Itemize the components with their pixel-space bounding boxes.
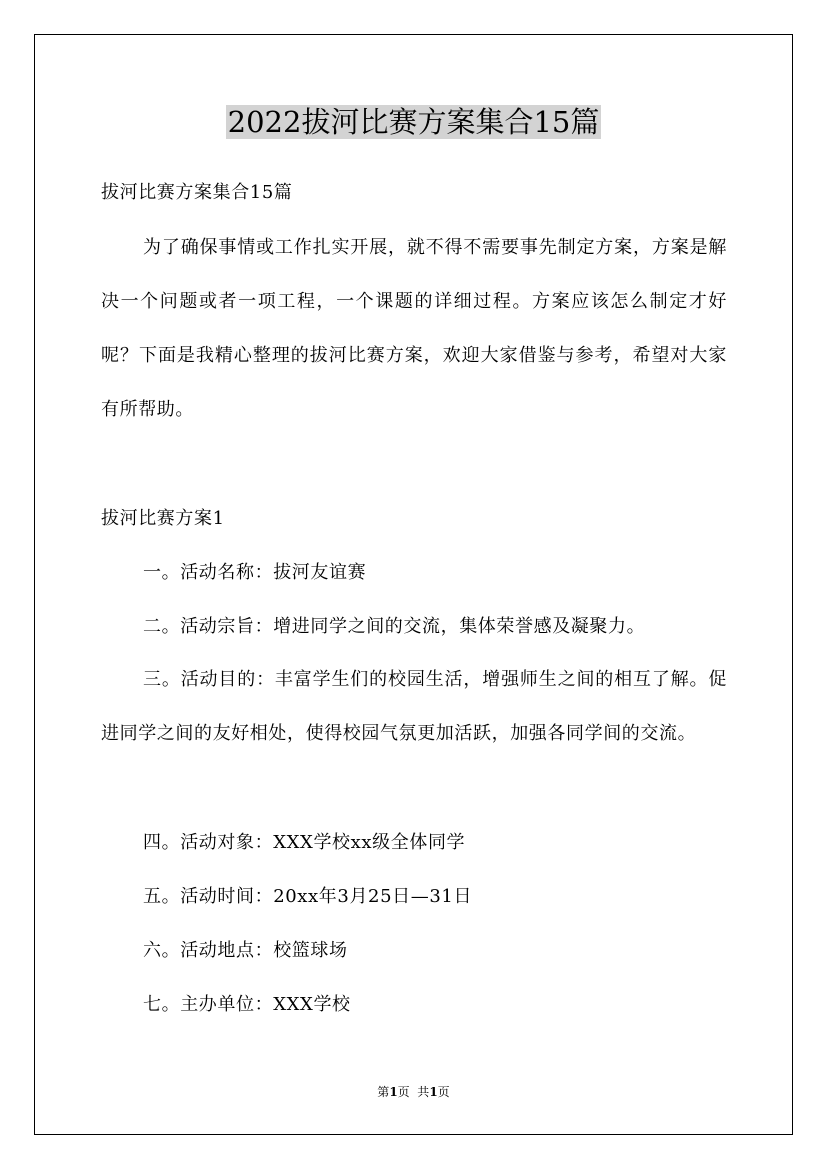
footer-suffix: 页 (437, 1085, 450, 1099)
list-item: 一。活动名称：拔河友谊赛 (143, 562, 367, 583)
footer-page-number: 1 (389, 1085, 398, 1099)
footer-total-pages: 1 (429, 1085, 438, 1099)
footer-mid: 页 共 (397, 1085, 430, 1099)
page-footer (0, 1083, 827, 1101)
list-item: 三。活动目的：丰富学生们的校园生活，增强师生之间的相互了解。促进同学之间的友好相处，使得校园气氛更加活跃，加强各同学间的交流。 (101, 669, 727, 744)
document-subtitle: 拔河比赛方案集合15篇 (101, 182, 293, 203)
list-item: 二。活动宗旨：增进同学之间的交流，集体荣誉感及凝聚力。 (143, 616, 646, 637)
document-title (0, 100, 827, 144)
footer-prefix: 第 (377, 1085, 390, 1099)
list-item: 六。活动地点：校篮球场 (143, 940, 348, 961)
list-item: 五。活动时间：20xx年3月25日—31日 (143, 886, 473, 907)
list-item: 四。活动对象：XXX学校xx级全体同学 (143, 832, 466, 853)
document-title-text: 2022拔河比赛方案集合15篇 (227, 105, 600, 139)
list-item: 七。主办单位：XXX学校 (143, 994, 351, 1015)
intro-paragraph: 为了确保事情或工作扎实开展，就不得不需要事先制定方案，方案是解决一个问题或者一项工程，一个课题的详细过程。方案应该怎么制定才好呢？下面是我精心整理的拔河比赛方案，欢迎大家借鉴与参考，希望对大家有所帮助。 (101, 237, 727, 420)
section-heading: 拔河比赛方案1 (101, 508, 225, 529)
